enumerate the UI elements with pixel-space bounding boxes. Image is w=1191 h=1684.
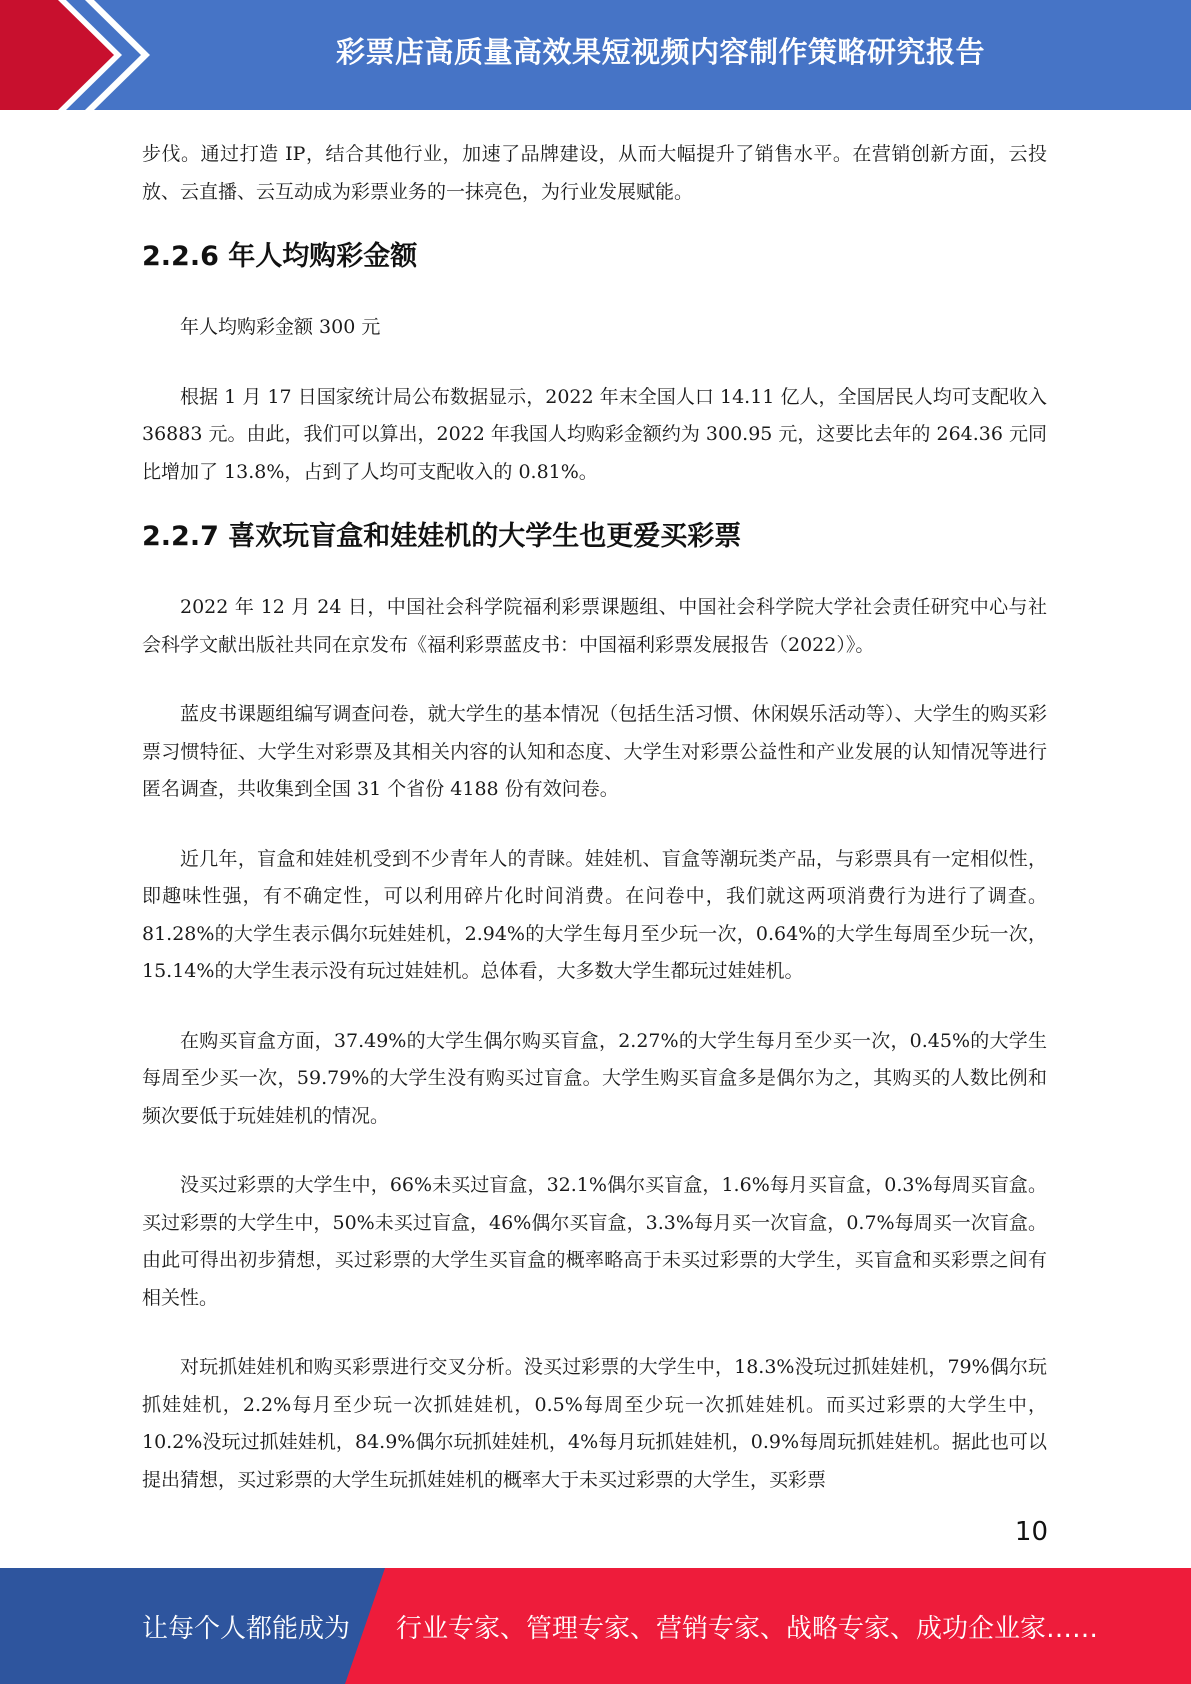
report-title: 彩票店高质量高效果短视频内容制作策略研究报告 [335,34,985,69]
document-body [142,136,1047,1499]
paragraph-2-2-7-blind-box-lottery: 没买过彩票的大学生中，66%未买过盲盒，32.1%偶尔买盲盒，1.6%每月买盲盒，0.3%每周买盲盒。买过彩票的大学生中，50%未买过盲盒，46%偶尔买盲盒，3.3%每月买一次盲盒，0.7%每周买一次盲盒。由此可得出初步猜想，买过彩票的大学生买盲盒的概率略高于未买过彩票的大学生，买盲盒和买彩票之间有相关性。 [142,1174,1047,1309]
page-header [0,0,1191,110]
paragraph-2-2-6-summary: 年人均购彩金额 300 元 [180,316,381,338]
paragraph-2-2-7-claw-lottery: 对玩抓娃娃机和购买彩票进行交叉分析。没买过彩票的大学生中，18.3%没玩过抓娃娃机，79%偶尔玩抓娃娃机，2.2%每月至少玩一次抓娃娃机，0.5%每周至少玩一次抓娃娃机。而买过彩票的大学生中，10.2%没玩过抓娃娃机，84.9%偶尔玩抓娃娃机，4%每月玩抓娃娃机，0.9%每周玩抓娃娃机。据此也可以提出猜想，买过彩票的大学生玩抓娃娃机的概率大于未买过彩票的大学生，买彩票 [142,1356,1047,1491]
section-heading-2-2-7: 2.2.7 喜欢玩盲盒和娃娃机的大学生也更爱买彩票 [142,521,742,552]
section-heading-2-2-6: 2.2.6 年人均购彩金额 [142,241,418,272]
paragraph-2-2-7-survey: 蓝皮书课题组编写调查问卷，就大学生的基本情况（包括生活习惯、休闲娱乐活动等）、大学生的购买彩票习惯特征、大学生对彩票及其相关内容的认知和态度、大学生对彩票公益性和产业发展的认知情况等进行匿名调查，共收集到全国 31 个省份 4188 份有效问卷。 [142,703,1047,800]
header-arrow-decoration [0,0,160,110]
footer-slogan-right: 行业专家、管理专家、营销专家、战略专家、成功企业家…… [396,1613,1099,1644]
intro-paragraph: 步伐。通过打造 IP，结合其他行业，加速了品牌建设，从而大幅提升了销售水平。在营销创新方面，云投放、云直播、云互动成为彩票业务的一抹亮色，为行业发展赋能。 [142,143,1047,203]
paragraph-2-2-7-claw-machine: 近几年，盲盒和娃娃机受到不少青年人的青睐。娃娃机、盲盒等潮玩类产品，与彩票具有一定相似性，即趣味性强，有不确定性，可以利用碎片化时间消费。在问卷中，我们就这两项消费行为进行了调查。81.28%的大学生表示偶尔玩娃娃机，2.94%的大学生每月至少玩一次，0.64%的大学生每周至少玩一次，15.14%的大学生表示没有玩过娃娃机。总体看，大多数大学生都玩过娃娃机。 [142,847,1047,982]
paragraph-2-2-7-release: 2022 年 12 月 24 日，中国社会科学院福利彩票课题组、中国社会科学院大学社会责任研究中心与社会科学文献出版社共同在京发布《福利彩票蓝皮书：中国福利彩票发展报告（2022）》。 [142,596,1047,656]
paragraph-2-2-6-detail: 根据 1 月 17 日国家统计局公布数据显示，2022 年末全国人口 14.11 亿人，全国居民人均可支配收入 36883 元。由此，我们可以算出，2022 年我国人均购彩金额约为 300.95 元，这要比去年的 264.36 元同比增加了 13.8%，占到了人均可支配收入的 0.81%。 [142,385,1047,483]
footer-slogan-left: 让每个人都能成为 [142,1613,351,1644]
paragraph-2-2-7-blind-box: 在购买盲盒方面，37.49%的大学生偶尔购买盲盒，2.27%的大学生每月至少买一次，0.45%的大学生每周至少买一次，59.79%的大学生没有购买过盲盒。大学生购买盲盒多是偶尔为之，其购买的人数比例和频次要低于玩娃娃机的情况。 [142,1029,1047,1127]
page-footer [0,1568,1191,1684]
page-number: 10 [1014,1517,1048,1547]
